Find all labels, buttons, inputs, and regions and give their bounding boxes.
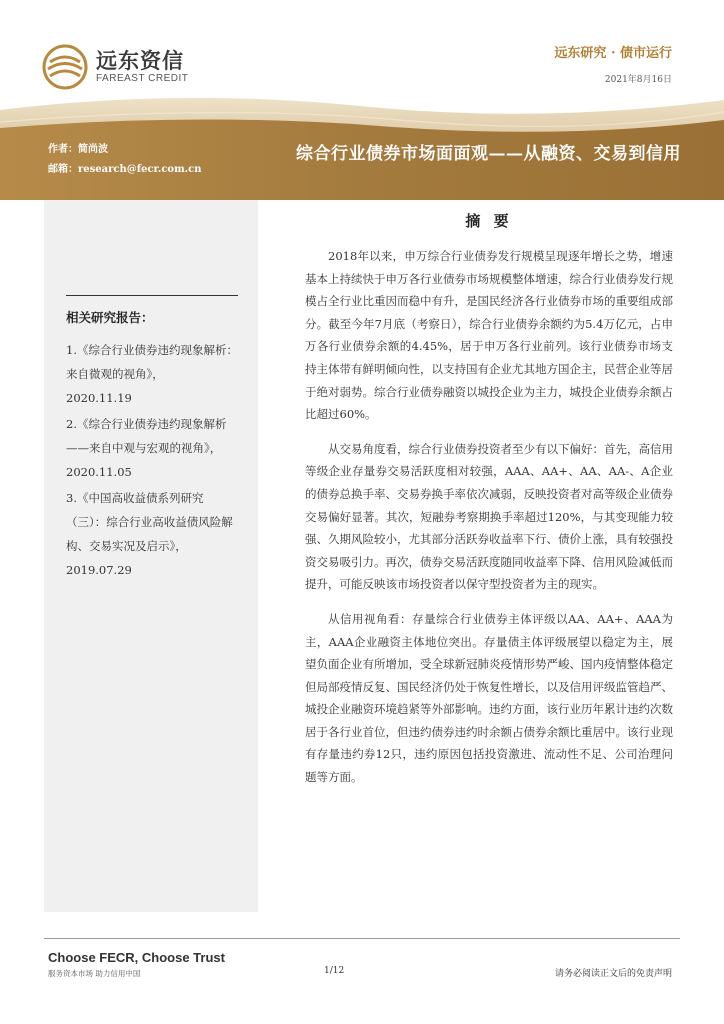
report-series: 远东研究 · 债市运行 [554, 46, 672, 61]
related-report-item[interactable] [66, 486, 242, 582]
abstract-paragraph: 从信用视角看：存量综合行业债券主体评级以AA、AA+、AAA为主，AAA企业融资主体地位突出。存量债主体评级展望以稳定为主，展望负面企业有所增加，受全球新冠肺炎疫情形势严峻、国内疫情整体稳定但局部疫情反复、国民经济仍处于恢复性增长，以及信用评级监管趋严、城投企业融资环境趋紧等外部影响。违约方面，该行业历年累计违约次数居于各行业首位，但违约债券违约时余额占债券余额比重居中。该行业现有存量违约券12只，违约原因包括投资激进、流动性不足、公司治理问题等方面。 [305, 611, 673, 785]
abstract-heading: 摘 要 [465, 212, 513, 230]
sidebar-divider [66, 295, 238, 296]
fareast-logo-icon [42, 44, 88, 90]
abstract-paragraph: 2018年以来，申万综合行业债券发行规模呈现逐年增长之势，增速基本上持续快于申万各行业债券市场规模整体增速，综合行业债券发行规模占全行业比重因而稳中有升，是国民经济各行业债券市场的重要组成部分。截至今年7月底（考察日），综合行业债券余额约为5.4万亿元，占申万各行业债券余额的4.45%，居于申万各行业前列。该行业债券市场支持主体带有鲜明倾向性，以支持国有企业尤其地方国企主，民营企业等居于绝对弱势。综合行业债券融资以城投企业为主力，城投企业债券余额占比超过60%。 [305, 249, 673, 422]
report-title: 综合行业债券市场面面观——从融资、交易到信用 [296, 144, 681, 164]
abstract-section [305, 210, 673, 801]
footer-subtitle: 服务资本市场 助力信用中国 [48, 969, 141, 978]
logo-english-name: FAREAST CREDIT [96, 73, 189, 84]
email-line [48, 160, 202, 180]
related-report-title: 3.《中国高收益债系列研究（三）：综合行业高收益债风险解构、交易实况及启示》， [66, 491, 233, 553]
related-report-date: 2020.11.05 [66, 465, 132, 479]
page-number: 1/12 [324, 966, 345, 976]
logo-chinese-name: 远东资信 [96, 49, 184, 73]
related-reports-heading: 相关研究报告： [66, 310, 154, 325]
footer-divider [44, 938, 680, 939]
author-line [48, 140, 202, 160]
report-date: 2021年8月16日 [604, 75, 672, 85]
related-report-item[interactable] [66, 412, 242, 484]
related-report-title: 2.《综合行业债券违约现象解析——来自中观与宏观的视角》， [66, 417, 227, 455]
related-report-title: 1.《综合行业债券违约现象解析：来自微观的视角》， [66, 343, 238, 381]
email-label: 邮箱： [48, 164, 78, 175]
related-report-item[interactable] [66, 338, 242, 410]
abstract-paragraph: 从交易角度看，综合行业债券投资者至少有以下偏好：首先，高信用等级企业存量券交易活跃度相对较强，AAA、AA+、AA、AA-、A企业的债券总换手率、交易券换手率依次减弱，反映投资者对高等级企业债券交易偏好显著。其次，短融券考察期换手率超过120%，与其变现能力较强、久期风险较小，尤其部分活跃券收益率下行、债价上涨，具有较强投资交易吸引力。再次，债券交易活跃度随同收益率下降、信用风险减低而提升，可能反映该市场投资者以保守型投资者为主的现实。 [305, 441, 673, 592]
sidebar [44, 200, 258, 912]
related-report-date: 2019.07.29 [66, 563, 132, 577]
company-logo [42, 44, 188, 90]
related-report-date: 2020.11.19 [66, 391, 132, 405]
footer-slogan: Choose FECR, Choose Trust [48, 950, 225, 965]
author-name: 简尚波 [78, 144, 108, 155]
author-label: 作者： [48, 144, 78, 155]
footer-disclaimer: 请务必阅读正文后的免责声明 [554, 969, 672, 979]
author-info [48, 140, 202, 180]
related-reports-list [66, 338, 242, 584]
author-email[interactable]: research@fecr.com.cn [78, 164, 202, 175]
